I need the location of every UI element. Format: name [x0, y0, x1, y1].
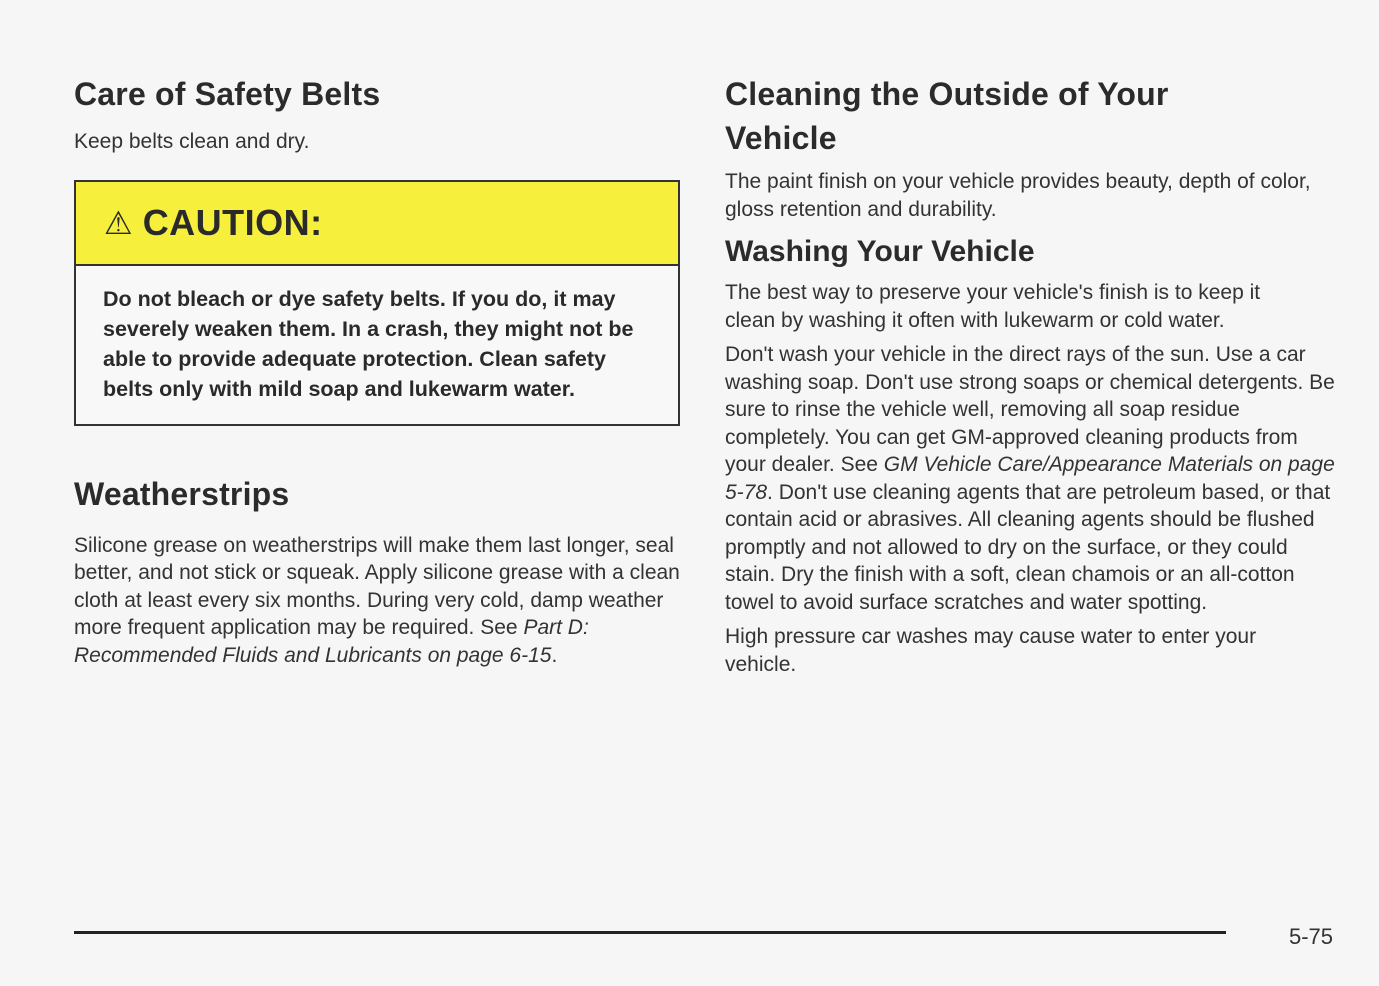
washing-paragraph-1: The best way to preserve your vehicle's finish is to keep it clean by washing it often with lukewarm or cold water.	[725, 281, 1261, 332]
weatherstrips-heading: Weatherstrips	[74, 475, 290, 512]
warning-triangle-icon: ⚠	[104, 204, 133, 241]
right-column	[725, 72, 1345, 678]
caution-header	[76, 182, 678, 266]
footer-rule	[74, 931, 1226, 934]
left-column	[74, 72, 680, 669]
cleaning-outside-heading: Cleaning the Outside of Your Vehicle	[725, 76, 1169, 156]
care-safety-belts-text: Keep belts clean and dry.	[74, 130, 310, 153]
weatherstrips-reference: Part D: Recommended Fluids and Lubricants on page 6-15	[74, 616, 589, 667]
caution-text: Do not bleach or dye safety belts. If you do, it may severely weaken them. In a crash, they might not be able to provide adequate protection. Clean safety belts only with mild soap and lukewarm water.	[103, 286, 634, 401]
cleaning-outside-text: The paint finish on your vehicle provides beauty, depth of color, gloss retention and durability.	[725, 170, 1311, 221]
washing-paragraph-2: Don't wash your vehicle in the direct rays of the sun. Use a car washing soap. Don't use strong soaps or chemical detergents. Be sure to rinse the vehicle well, removing all soap residue completely. You can get GM-approved cleaning products from your dealer. See GM Vehicle Care/Appearance Materials on page 5-78. Don't use cleaning agents that are petroleum based, or that contain acid or abrasives. All cleaning agents should be flushed promptly and not allowed to dry on the surface, or they could stain. Dry the finish with a soft, clean chamois or an all-cotton towel to avoid surface scratches and water spotting.	[725, 343, 1335, 614]
washing-paragraph-3: High pressure car washes may cause water to enter your vehicle.	[725, 625, 1257, 676]
washing-heading: Washing Your Vehicle	[725, 235, 1035, 268]
caution-box	[74, 180, 680, 426]
washing-reference: GM Vehicle Care/Appearance Materials on page 5-78	[725, 453, 1335, 504]
care-safety-belts-heading: Care of Safety Belts	[74, 76, 381, 112]
caution-title: CAUTION:	[142, 201, 323, 243]
weatherstrips-text: Silicone grease on weatherstrips will make them last longer, seal better, and not stick or squeak. Apply silicone grease with a clean cloth at least every six months. During very cold, damp weather more frequent application may be required. See Part D: Recommended Fluids and Lubricants on page 6-15.	[74, 533, 680, 667]
page-number: 5-75	[1289, 924, 1334, 949]
